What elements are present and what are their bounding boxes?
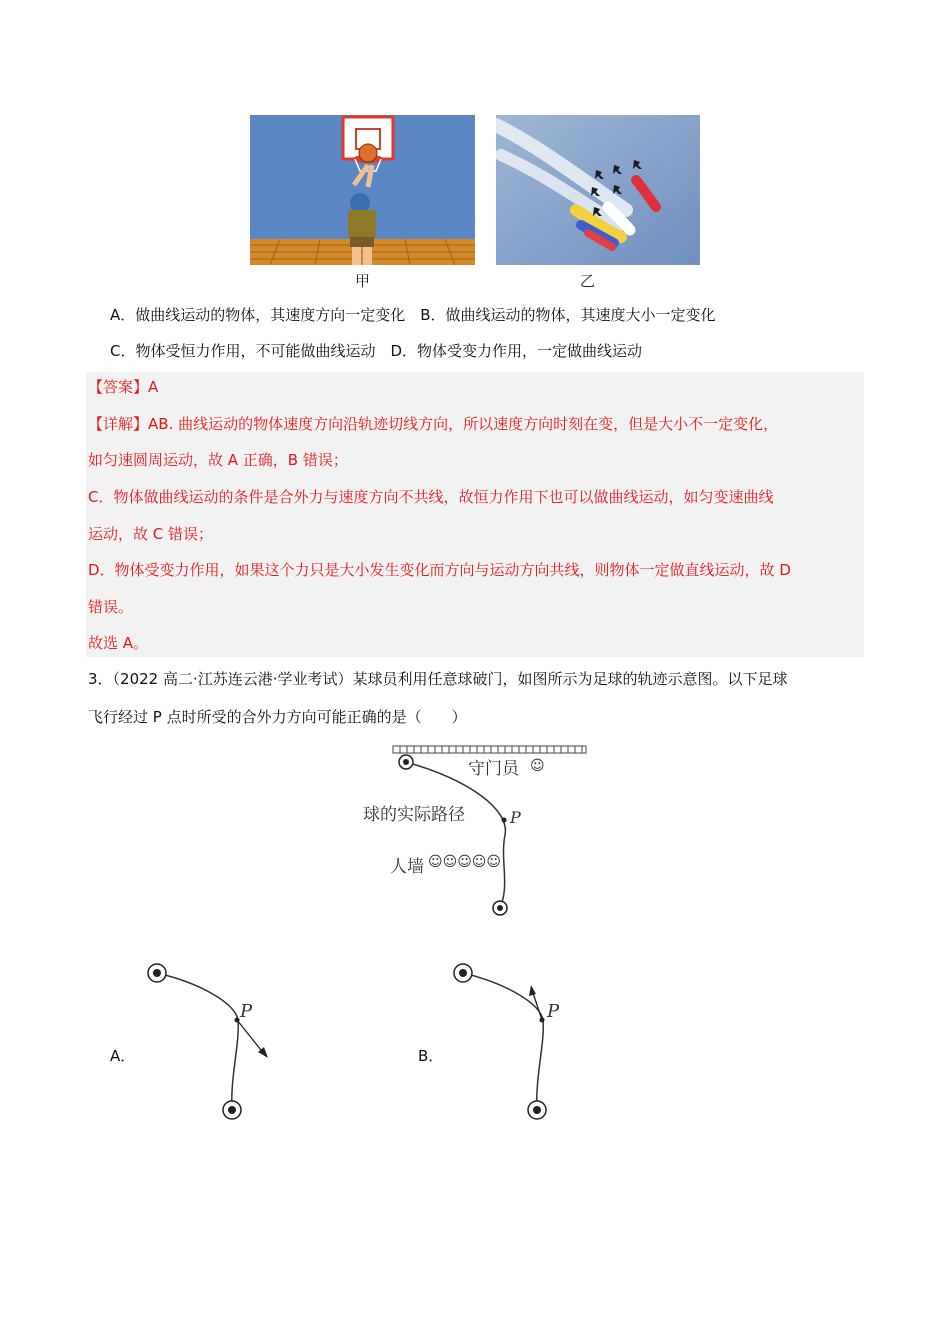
option-b-point-label: P [547,1001,560,1022]
goalkeeper-face-icon: ☺ [530,758,545,774]
detail-line-3: C．物体做曲线运动的条件是合外力与速度方向不共线，故恒力作用下也可以做曲线运动，如匀变速曲线 [88,488,774,506]
point-p-label: P [510,808,521,827]
detail-line-6: 错误。 [88,598,134,616]
detail-line-5: D．物体受变力作用，如果这个力只是大小发生变化而方向与运动方向共线，则物体一定做直线运动，故 D [88,561,791,579]
question-3-line-1: 3．（2022 高二·江苏连云港·学业考试）某球员利用任意球破门，如图所示为足球的轨迹示意图。以下足球 [88,670,788,688]
option-a-diagram[interactable] [140,958,280,1128]
detail-line-7: 故选 A。 [88,634,149,652]
question-3-line-2: 飞行经过 P 点时所受的合外力方向可能正确的是（ ） [88,708,467,726]
answer-line: 【答案】A [88,378,159,396]
detail-line-2: 如匀速圆周运动，故 A 正确，B 错误； [88,451,348,469]
path-label: 球的实际路径 [363,805,465,825]
figure-caption-right: 乙 [580,272,596,290]
wall-faces-icon: ☺☺☺☺☺ [428,854,501,870]
trajectory-diagram [350,740,600,920]
figure-caption-left: 甲 [355,272,371,290]
basketball-figure [250,115,475,265]
goalkeeper-label: 守门员 [468,759,519,779]
wall-label: 人墙 [390,857,424,877]
detail-line-1: 【详解】AB. 曲线运动的物体速度方向沿轨迹切线方向，所以速度方向时刻在变，但是大小不一定变化， [88,415,779,433]
detail-line-4: 运动，故 C 错误； [88,525,214,543]
option-line-cd: C．物体受恒力作用，不可能做曲线运动 D．物体受变力作用，一定做曲线运动 [110,342,643,360]
jets-figure [496,115,700,265]
option-b-diagram[interactable] [445,958,585,1128]
option-line-ab: A．做曲线运动的物体，其速度方向一定变化 B．做曲线运动的物体，其速度大小一定变化 [110,306,716,324]
option-a-label[interactable]: A． [110,1047,136,1065]
option-a-point-label: P [240,1001,253,1022]
option-b-label[interactable]: B． [418,1047,444,1065]
